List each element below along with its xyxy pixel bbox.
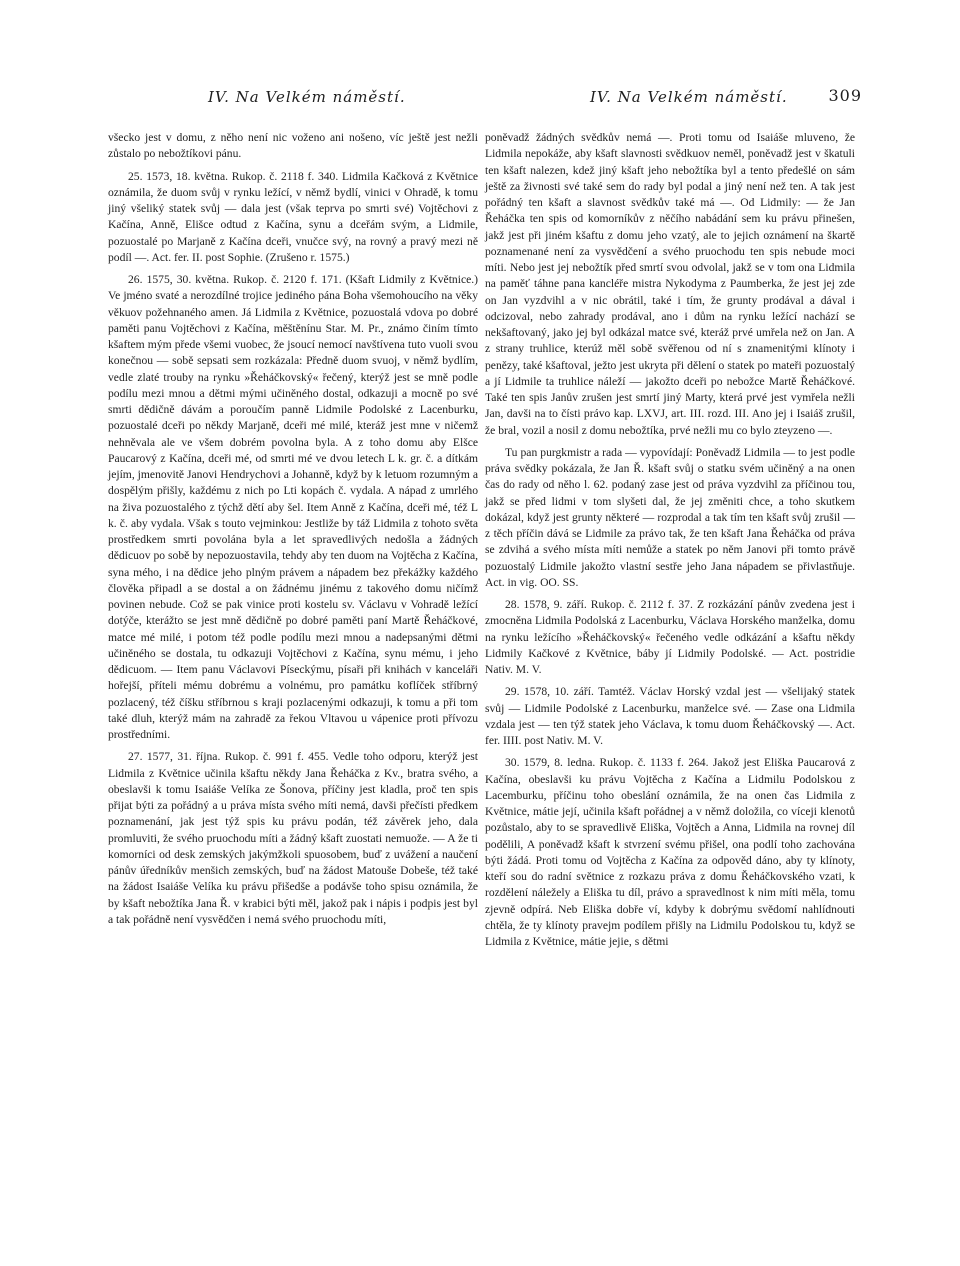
page-number: 309: [828, 86, 862, 105]
entry-26: 26. 1575, 30. května. Rukop. č. 2120 f. 171. (Kšaft Lidmily z Květnice.) Ve jméno svaté a nerozdílné trojice jediného pána Boha všemohoucího na věky věkuov požehnaného amen. Já Lidmila z Květnice, pozuostalá vdova po dobré paměti panu Vojtěchovi z Kačína, měštěnínu Star. M. Pr., známo činím tímto kšaftem mým přede všemi vuobec, že jsoucí nemocí navštívena tuto vuoli svou konečnou — sobě sepsati sem rozkázala: Předně duom svuoj, v němž bydlím, vedle zlaté trouby na rynku »Řeháčkovský« řečený, kterýž jest se mně podle podílu mezi mnou a dětmi mými učiněného dostal, odkazuji a mocně po své smrti dědičně dávám a poroučím panně Lidmile Podolské z Lacenburku, pozuostalé dceři po někdy Marjaně, dceři mé milé, kteráž jest mne v ničemž nehněvala ale ve všem dobrém povolna byla. A z toho domu aby Elšce Paucarový z Kačína, dceři mé, od smrti mé ve dvou letech L k. gr. č. a dítkám jejím, jmenovitě Janovi Hendrychovi a Johanně, když by k letuom rozumným a dospělým přišly, každému z nich po Lti kopách č. vydala. A nápad z umrlého na živa pozuostalého z týchž dětí aby šel. Item Anně z Kačína, dceři mé, též L k. č. aby vydala. Však s touto vejminkou: Jestliže by táž Lidmila z tohoto světa prostředkem smrti povolána byla a let spravedlivých nedošla a žádných dědicuov po sobě by nepozuostavila, tehdy aby ten duom na Vojtěcha z Kačína, syna mého, i na dědice jeho plným právem a nápadem bez překážky každého člověka připadl a se dostal a on žádnému jinému z takového domu ničímž povinen nebude. Což se pak vinice proti kostelu sv. Václavu v Vohradě ležící dotýče, kterážto se jest mně dědičně po dobré paměti paní Martě Řeháčkové, matce mé milé, i potom též podle podílu mezi mnou a nadepsanými dětmi učiněného se dostala, tu odkazuji Vojtěchovi z Kačína, synu mému, i jeho dědicuom. — Item panu Václavovi Píseckýmu, písaři při knihách v kanceláři hořejší, příteli mému dobrému a volnému, pro památku koflíček stříbrný pozlacený, též číšku stříbrnou s kraji pozlacenými odkazuji, k tomu a při tom také dluh, kterýž mám na zahradě za řekou Vltavou u vápenice proti přívozu prostředními.: [108, 273, 478, 741]
entry-27: 27. 1577, 31. října. Rukop. č. 991 f. 455. Vedle toho odporu, kterýž jest Lidmila z Květnice učinila kšaftu někdy Jana Řeháčka z Kv., bratra svého, a obeslavši k tomu Isaiáše Velíka ze Šonova, příčiny jest kladla, proč ten spis přijat býti za pořádný a u práva místa svého míti nemá, davši přečísti předkem poznamenání, jak jest týž spis ku právu podán, též závěrek jeho, dala promluviti, že svého pruochodu míti a žádný kšaft zuostati nemuože. — A že ti komorníci od desk zemských jakýmžkoli spuosobem, buď z uvážení a naučení pánův úředníkův menšich zemských, buď na žádost Matouše Dobeše, též také na žádost Isaiáše Velíka ku právu přišedše a podávše toho spisu oznámila, že by kšaft nebožtíka Jana Ř. v krabici býti měl, jakož pak i nápis i podpis jest byl a tak pořádně není vysvědčen i nemá svého pruochodu míti,: [108, 750, 478, 926]
left-column: [108, 130, 478, 928]
paragraph: poněvadž žádných svědkův nemá —. Proti tomu od Isaiáše mluveno, že Lidmila nepokáže, aby kšaft slavnosti svědkuov neměl, poněvadž jest v škatuli ten kšaft nalezen, kdež jiný kšaft jeho nebožtíka byl a tento předešlé on sám ještě za živnosti své také sem do rady byl podal a jiný není než ten. A tak jest pořádný ten kšaft a slavnost svědkův také má —. Od Lidmily: — že Jan Řeháčka ten spis od komorníkův z něčího nabádání sem ku právu přinešen, jakž jest při jiném kšaftu z domu jeho vzatý, ale to jejich oznámení na škartě poznamenané není za vysvědčení a svého pruochodu ten spis nebude moci míti. Nebo jest jej nebožtík před smrtí svou odvolal, jakž se v tom ona Lidmila na paměť táhne pana kancléře mistra Nykodyma z Paumberka, že jest jej zde on Jan vyzdvihl a v nic obrátil, také i tím, že grunty prodával a dával i odcizoval, nebo zahrady prodával, ano i dům na rynku ležící nachází se nekšaftovaný, jako jej byl odkázal matce své, kteráž prvé umřela než on Jan. A z strany truhlice, kterúž měl sobě svěřenou od ní s znamenitými klínoty i penězy, také kšaftoval, ježto jest ukryta při dělení o statek po mateři pozuostalý a jí Lidmile ta truhlice náleží — jakožto dceři po nebožce Martě Řeháčkové. Také ten spis Janův zrušen jest smrtí jiný Marty, která prvé jest vymřela nežli Jan, davši na to čísti právo kap. LXVJ, art. III. rozd. III. Ano jej i Isaiáš zrušil, že bral, vozil a nosil z domu nebožtíka, prvé nežli mu co bylo zteyzeno —.: [485, 131, 855, 437]
entry-30: 30. 1579, 8. ledna. Rukop. č. 1133 f. 264. Jakož jest Eliška Paucarová z Kačína, obeslavši ku právu Vojtěcha z Kačína a Lidmilu Podolskou z Lacemburku, příčinu toho obeslání oznámila, že na onen čas Lidmila z Květnice, mátie její, učinila kšaft pořádnej a v němž doložila, co víceji klenotů pozůstalo, aby to se spravedlivě Eliška, Vojtěch a Anna, Lidmila na rovnej díl podělili, A poněvadž kšaft k stvrzení svému přišel, ona podlí toho zachována býti žádá. Proti tomu od Vojtěcha z Kačína za odpověd dáno, aby ty klínoty, kteří sou do radní světnice z rozkazu práva z domu Řeháčkovského vzati, k rozdělení náležely a Eliška tu díl, právo a spravedlnost k nim míti měla, tomu zjevně odpírá. Neb Eliška dobře ví, kdyby k dobrýmu svědomí nahlídnouti chtěla, že ty klínoty pravejm podílem přišly na Lidmilu Podolskou tu, když se Lidmila z Květnice, mátie jejie, s dětmi: [485, 756, 855, 948]
entry-25: 25. 1573, 18. května. Rukop. č. 2118 f. 340. Lidmila Kačková z Květnice oznámila, že duom svůj v rynku ležící, v němž bydlí, vinici v Ohradě, k tomu jiný všeliký statek svůj — dala jest (však teprva po smrti své) Vojtěchovi z Kačína, Anně, Elišce odtud z Kačína, synu a dceřám svým, a Lidmile, pozuostalé po Marjaně z Kačína dceři, vnučce svý, na rovný a pravý mezi ně podíl —. Act. fer. II. post Sophie. (Zrušeno r. 1575.): [108, 169, 478, 264]
verdict-paragraph: Tu pan purgkmistr a rada — vypovídají: Poněvadž Lidmila — to jest podle práva svědky pokázala, že Jan Ř. kšaft svůj o statku svém učiněný a na onen čas do rady od něho l. 62. podaný zase jest od práva vyzdvihl za příčinou tou, jakž se před lidmi v tom slyšeti dal, že jej změniti chce, a toho skutkem dokázal, když jest grunty některé — rozprodal a tak tím ten kšaft svůj zrušil — z těch příčin dává se Lidmile za právo tak, že ten kšaft Jana Řeháčka od práva se zdvihá a svého místa míti nemůže a statek po něm Janovi při tomto právě pozuostalý Lidmile jakožto vlastní sestře jeho Jana nápadem se přivlastňuje. Act. in vig. OO. SS.: [485, 445, 855, 589]
running-title-left: IV. Na Velkém náměstí.: [208, 88, 406, 106]
entry-29: 29. 1578, 10. září. Tamtéž. Václav Horský vzdal jest — všelijaký statek svůj — Lidmile Podolské z Lacenburku, manželce své. — Zase ona Lidmila vzdala jest — ten týž statek jeho Václava, k tomu duom Řeháčkovský —. Act. fer. IIII. post Nativ. M. V.: [485, 685, 855, 747]
paragraph: všecko jest v domu, z něho není nic voženo ani nošeno, víc ještě jest nežli zůstalo po nebožtíkovi pánu.: [108, 131, 478, 161]
right-column: [485, 130, 855, 950]
entry-28: 28. 1578, 9. září. Rukop. č. 2112 f. 37. Z rozkázání pánův zvedena jest i zmocněna Lidmila Podolská z Lacenburku, Václava Horského manželka, domu na rynku ležícího »Řeháčkovský« řečeného vedle odkázání a kšaftu někdy Lidmily Kačkové z Květnice, báby jí Lidmily Podolské. — Act. postridie Nativ. M. V.: [485, 598, 855, 676]
running-title-right: IV. Na Velkém náměstí.: [590, 88, 788, 106]
